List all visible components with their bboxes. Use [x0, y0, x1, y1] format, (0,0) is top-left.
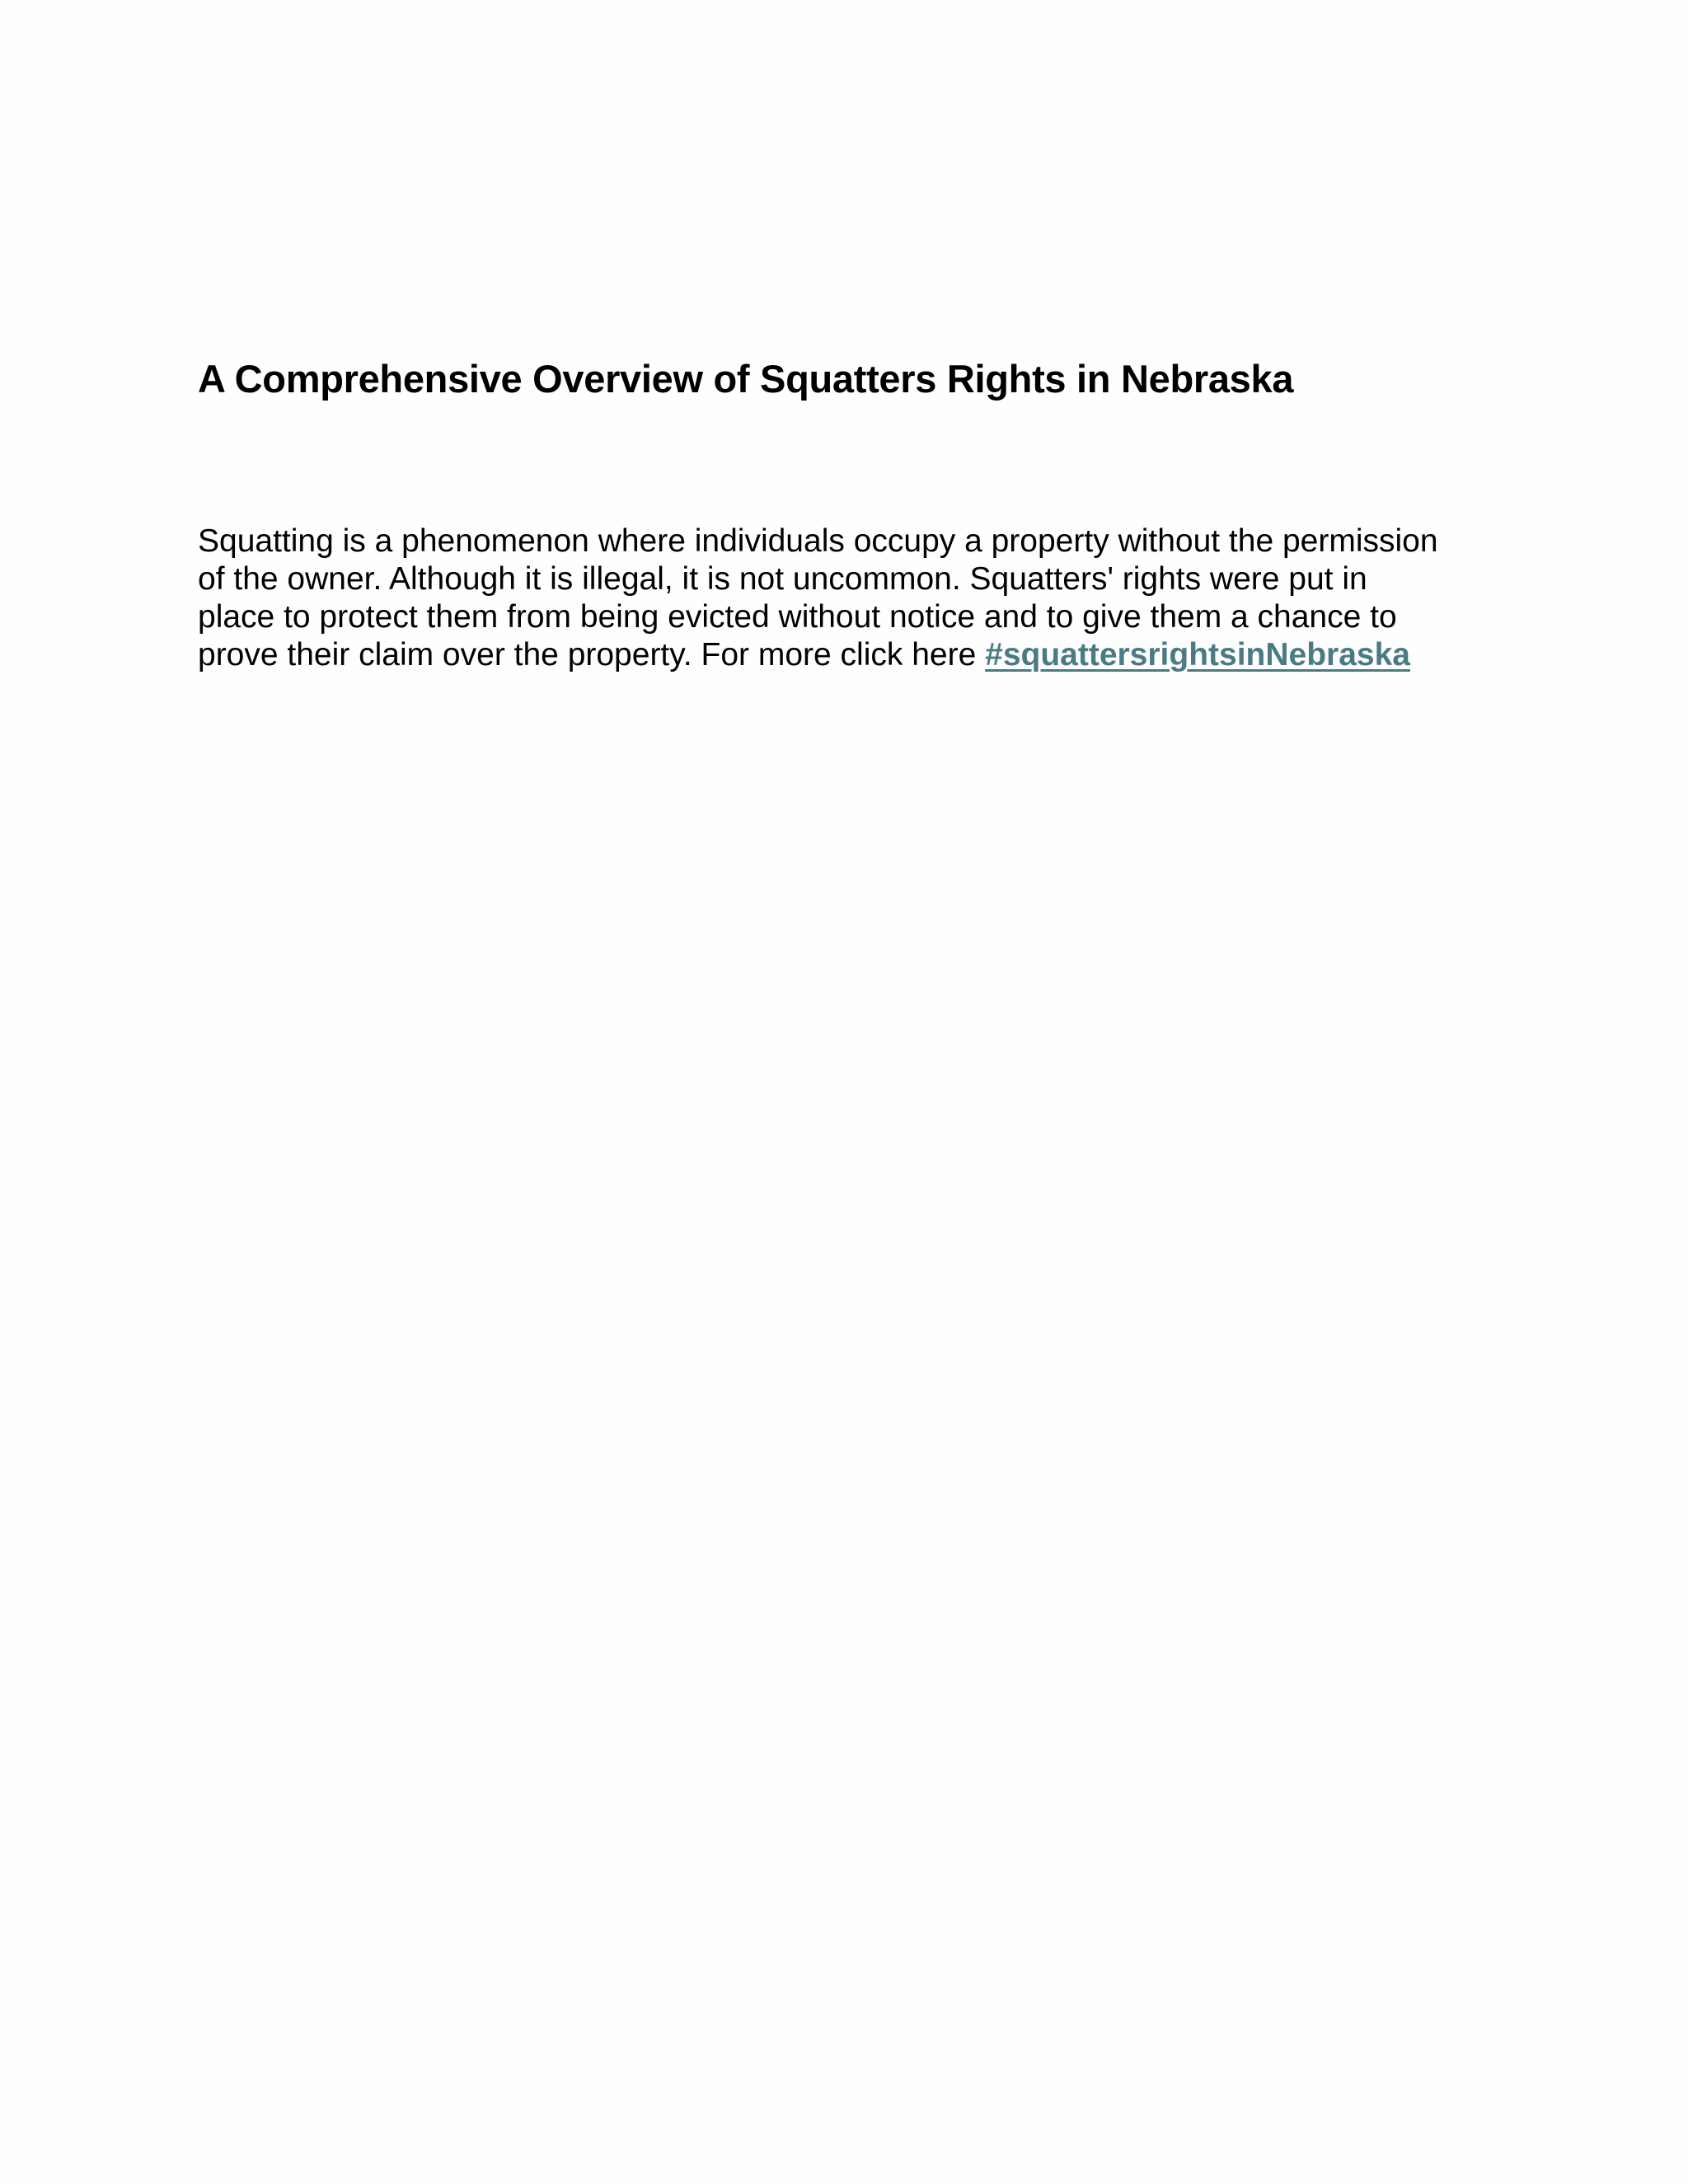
paragraph-line-2: of the owner. Although it is illegal, it is not uncommon. Squatters' rights were put in: [198, 561, 1367, 597]
paragraph-line-3: place to protect them from being evicted without notice and to give them a chance to: [198, 599, 1397, 635]
paragraph-line-4: [198, 636, 1484, 674]
document-title: A Comprehensive Overview of Squatters Rights in Nebraska: [198, 357, 1294, 401]
document-paragraph: [198, 523, 1484, 674]
hashtag-link[interactable]: #squattersrightsinNebraska: [985, 637, 1410, 673]
paragraph-line-4-text: prove their claim over the property. For more click here: [198, 637, 986, 673]
paragraph-line-1: Squatting is a phenomenon where individuals occupy a property without the permission: [198, 523, 1438, 559]
